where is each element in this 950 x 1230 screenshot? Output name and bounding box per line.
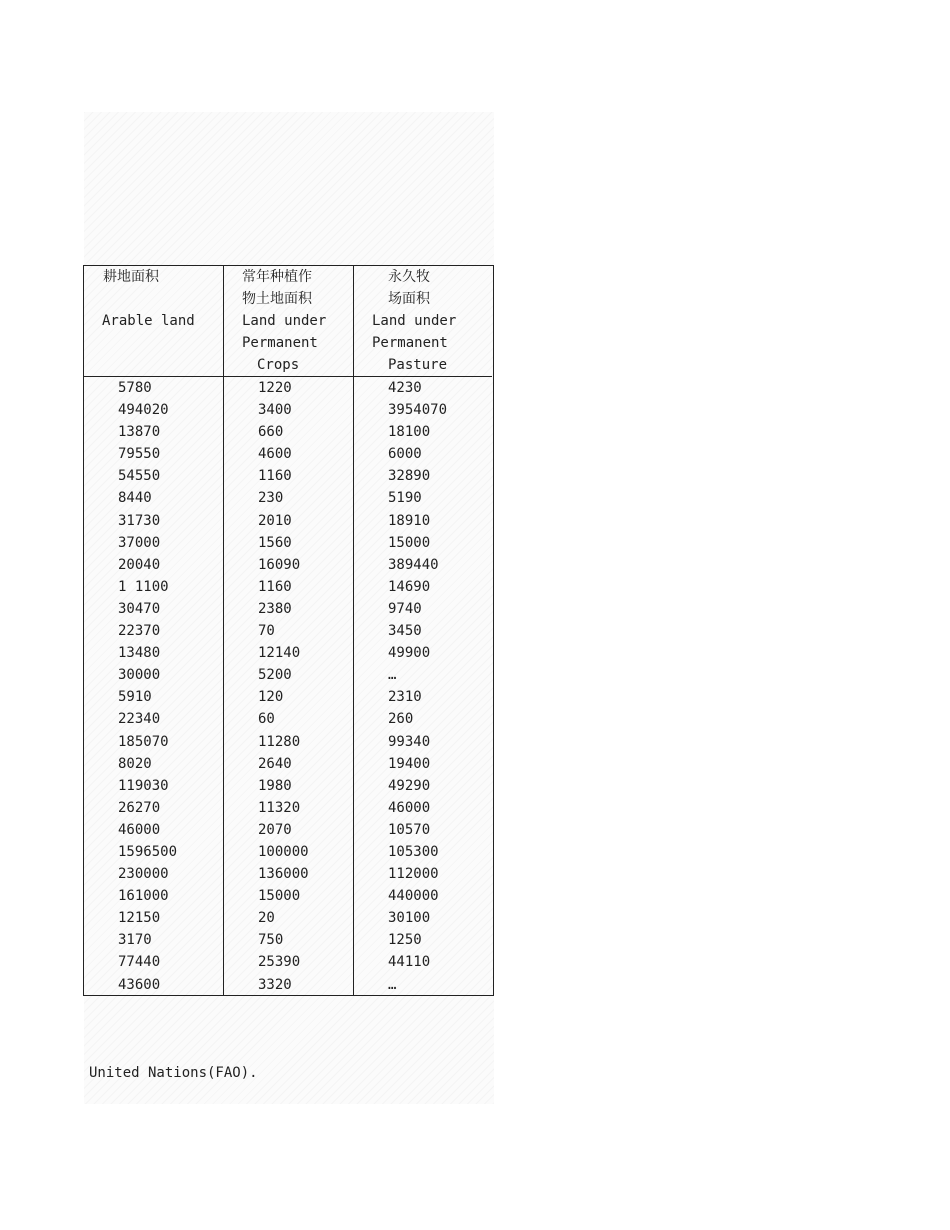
table-cell: 20 <box>258 910 275 927</box>
table-cell: 22370 <box>118 623 161 640</box>
table-cell: 13480 <box>118 645 161 662</box>
table-cell: 2310 <box>388 689 422 706</box>
header-line: 永久牧 <box>388 269 430 285</box>
header-line: 场面积 <box>388 291 430 308</box>
table-cell: 119030 <box>118 777 169 794</box>
table-cell: 49900 <box>388 645 431 662</box>
table-cell: 46000 <box>118 821 161 838</box>
table-cell: … <box>388 667 397 684</box>
table-cell: 32890 <box>388 468 431 485</box>
table-cell: 8020 <box>118 755 152 772</box>
table-cell: 30000 <box>118 667 161 684</box>
table-cell: 750 <box>258 932 284 949</box>
column-arable-land <box>84 266 224 995</box>
header-line <box>84 354 223 376</box>
table-cell: 161000 <box>118 888 169 905</box>
table-cell: 6000 <box>388 446 422 463</box>
table-cell: 4600 <box>258 446 292 463</box>
header-line <box>84 332 223 354</box>
table-cell: 15000 <box>388 534 431 551</box>
table-cell: 43600 <box>118 976 161 993</box>
table-cell: 10570 <box>388 821 431 838</box>
table-cell: 22340 <box>118 711 161 728</box>
land-use-table <box>83 265 494 996</box>
column-header <box>224 266 353 377</box>
table-cell: 1250 <box>388 932 422 949</box>
column-permanent-crops <box>224 266 354 995</box>
table-cell: 15000 <box>258 888 301 905</box>
table-cell: 1160 <box>258 578 292 595</box>
column-header <box>354 266 492 377</box>
table-cell: 9740 <box>388 600 422 617</box>
table-cell: 1560 <box>258 534 292 551</box>
header-line: 常年种植作 <box>242 269 312 285</box>
header-line: Pasture <box>388 357 448 374</box>
table-cell: 18910 <box>388 512 431 529</box>
header-line: Permanent <box>242 335 318 352</box>
header-line: Arable land <box>102 313 195 330</box>
table-cell: 5200 <box>258 667 292 684</box>
table-cell: … <box>388 976 397 993</box>
table-cell: 46000 <box>388 799 431 816</box>
table-cell: 12150 <box>118 910 161 927</box>
table-cell: 2010 <box>258 512 292 529</box>
table-cell: 31730 <box>118 512 161 529</box>
header-line: 耕地面积 <box>103 269 159 285</box>
header-line: Crops <box>257 357 300 374</box>
column-values <box>354 377 492 996</box>
table-cell: 14690 <box>388 578 431 595</box>
table-cell: 5190 <box>388 490 422 507</box>
column-header <box>84 266 223 377</box>
source-note: United Nations(FAO). <box>89 1065 258 1081</box>
table-cell: 8440 <box>118 490 152 507</box>
table-cell: 5780 <box>118 380 152 396</box>
table-cell: 16090 <box>258 556 301 573</box>
table-cell: 5910 <box>118 689 152 706</box>
table-cell: 79550 <box>118 446 161 463</box>
header-line: Land under <box>372 313 457 330</box>
table-cell: 11280 <box>258 733 301 750</box>
table-cell: 25390 <box>258 954 301 971</box>
table-cell: 100000 <box>258 843 309 860</box>
table-cell: 11320 <box>258 799 301 816</box>
table-cell: 230 <box>258 490 284 507</box>
table-cell: 4230 <box>388 380 422 396</box>
table-cell: 136000 <box>258 866 309 883</box>
table-cell: 18100 <box>388 424 431 441</box>
table-cell: 3170 <box>118 932 152 949</box>
table-cell: 20040 <box>118 556 161 573</box>
table-cell: 77440 <box>118 954 161 971</box>
table-cell: 494020 <box>118 402 169 419</box>
table-cell: 70 <box>258 623 275 640</box>
table-cell: 99340 <box>388 733 431 750</box>
table-cell: 3400 <box>258 402 292 419</box>
table-cell: 26270 <box>118 799 161 816</box>
table-cell: 1220 <box>258 380 292 396</box>
table-cell: 2380 <box>258 600 292 617</box>
table-cell: 3450 <box>388 623 422 640</box>
table-cell: 2640 <box>258 755 292 772</box>
header-line: 物土地面积 <box>242 291 312 308</box>
column-permanent-pasture <box>354 266 492 995</box>
table-cell: 13870 <box>118 424 161 441</box>
table-cell: 54550 <box>118 468 161 485</box>
table-cell: 19400 <box>388 755 431 772</box>
table-cell: 3954070 <box>388 402 448 419</box>
table-cell: 185070 <box>118 733 169 750</box>
table-cell: 105300 <box>388 843 439 860</box>
table-cell: 440000 <box>388 888 439 905</box>
header-line <box>84 288 223 310</box>
table-cell: 30470 <box>118 600 161 617</box>
table-cell: 1596500 <box>118 843 178 860</box>
header-line: Permanent <box>372 335 448 352</box>
table-cell: 37000 <box>118 534 161 551</box>
table-cell: 112000 <box>388 866 439 883</box>
table-cell: 660 <box>258 424 284 441</box>
column-values <box>84 377 223 996</box>
table-cell: 230000 <box>118 866 169 883</box>
table-cell: 1160 <box>258 468 292 485</box>
table-cell: 2070 <box>258 821 292 838</box>
header-line: Land under <box>242 313 327 330</box>
table-cell: 1980 <box>258 777 292 794</box>
table-cell: 49290 <box>388 777 431 794</box>
table-cell: 1 1100 <box>118 578 169 595</box>
table-cell: 3320 <box>258 976 292 993</box>
table-cell: 12140 <box>258 645 301 662</box>
table-cell: 30100 <box>388 910 431 927</box>
table-cell: 389440 <box>388 556 439 573</box>
table-cell: 60 <box>258 711 275 728</box>
table-cell: 44110 <box>388 954 431 971</box>
table-cell: 260 <box>388 711 414 728</box>
table-cell: 120 <box>258 689 284 706</box>
column-values <box>224 377 353 996</box>
